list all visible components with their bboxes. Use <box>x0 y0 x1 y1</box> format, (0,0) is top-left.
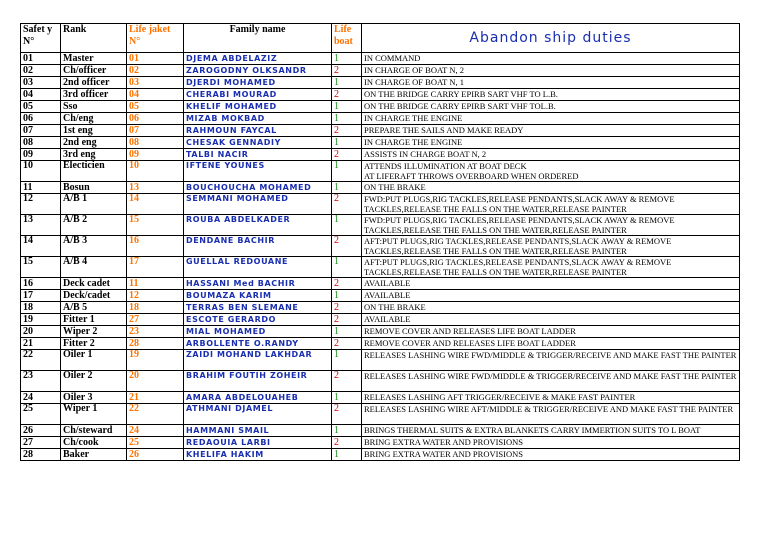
family-name-cell: BOUMAZA KARIM <box>184 290 332 302</box>
family-name-cell: ESCOTE GERARDO <box>184 314 332 326</box>
safety-number-cell: 21 <box>21 338 61 350</box>
page-title: Abandon ship duties <box>362 24 740 53</box>
family-name-cell: REDAOUIA LARBI <box>184 437 332 449</box>
life-boat-cell: 1 <box>332 77 362 89</box>
life-boat-cell: 1 <box>332 290 362 302</box>
life-jacket-cell: 17 <box>127 257 184 278</box>
table-row <box>21 371 740 392</box>
table-row <box>21 113 740 125</box>
life-boat-cell: 2 <box>332 194 362 215</box>
rank-cell: Ch/eng <box>61 113 127 125</box>
table-row <box>21 278 740 290</box>
rank-cell: A/B 2 <box>61 215 127 236</box>
table-row <box>21 326 740 338</box>
life-boat-cell: 2 <box>332 338 362 350</box>
safety-number-cell: 05 <box>21 101 61 113</box>
life-jacket-cell: 19 <box>127 350 184 371</box>
life-jacket-cell: 12 <box>127 290 184 302</box>
safety-number-cell: 25 <box>21 404 61 425</box>
life-jacket-cell: 16 <box>127 236 184 257</box>
life-jacket-cell: 05 <box>127 101 184 113</box>
table-row <box>21 149 740 161</box>
table-row <box>21 338 740 350</box>
life-boat-cell: 1 <box>332 257 362 278</box>
table-row <box>21 425 740 437</box>
table-row <box>21 350 740 371</box>
rank-cell: Oiler 2 <box>61 371 127 392</box>
rank-cell: A/B 1 <box>61 194 127 215</box>
duty-cell: ASSISTS IN CHARGE BOAT N, 2 <box>362 149 740 161</box>
life-jacket-cell: 24 <box>127 425 184 437</box>
life-jacket-cell: 18 <box>127 302 184 314</box>
safety-number-cell: 07 <box>21 125 61 137</box>
duty-cell: BRING EXTRA WATER AND PROVISIONS <box>362 449 740 461</box>
life-jacket-cell: 21 <box>127 392 184 404</box>
safety-number-cell: 04 <box>21 89 61 101</box>
rank-cell: Wiper 1 <box>61 404 127 425</box>
life-jacket-cell: 22 <box>127 404 184 425</box>
duty-cell: AVAILABLE <box>362 278 740 290</box>
rank-cell: Baker <box>61 449 127 461</box>
safety-number-cell: 19 <box>21 314 61 326</box>
duty-cell: REMOVE COVER AND RELEASES LIFE BOAT LADDER <box>362 326 740 338</box>
family-name-cell: DENDANE BACHIR <box>184 236 332 257</box>
safety-number-cell: 16 <box>21 278 61 290</box>
duty-cell: ON THE BRIDGE CARRY EPIRB SART VHF TO L.B. <box>362 89 740 101</box>
duty-cell: RELEASES LASHING WIRE AFT/MIDDLE & TRIGGER/RECEIVE AND MAKE FAST THE PAINTER <box>362 404 740 425</box>
rank-cell: 3rd officer <box>61 89 127 101</box>
table-row <box>21 125 740 137</box>
rank-cell: A/B 3 <box>61 236 127 257</box>
life-boat-cell: 1 <box>332 113 362 125</box>
life-jacket-cell: 13 <box>127 182 184 194</box>
table-body <box>21 53 740 461</box>
table-row <box>21 314 740 326</box>
header-life-boat: Life boat <box>332 24 362 53</box>
life-boat-cell: 2 <box>332 149 362 161</box>
rank-cell: Deck cadet <box>61 278 127 290</box>
safety-number-cell: 08 <box>21 137 61 149</box>
family-name-cell: MIAL MOHAMED <box>184 326 332 338</box>
duty-cell: ATTENDS ILLUMINATION AT BOAT DECK AT LIFERAFT THROWS OVERBOARD WHEN ORDERED <box>362 161 740 182</box>
family-name-cell: AMARA ABDELOUAHEB <box>184 392 332 404</box>
table-row <box>21 53 740 65</box>
life-boat-cell: 1 <box>332 53 362 65</box>
life-boat-cell: 1 <box>332 182 362 194</box>
abandon-ship-table <box>20 23 740 461</box>
table-row <box>21 392 740 404</box>
life-boat-cell: 2 <box>332 314 362 326</box>
family-name-cell: GUELLAL REDOUANE <box>184 257 332 278</box>
table-row <box>21 215 740 236</box>
safety-number-cell: 03 <box>21 77 61 89</box>
family-name-cell: DJEMA ABDELAZIZ <box>184 53 332 65</box>
rank-cell: Sso <box>61 101 127 113</box>
family-name-cell: ZAROGODNY OLKSANDR <box>184 65 332 77</box>
family-name-cell: HAMMANI SMAIL <box>184 425 332 437</box>
life-boat-cell: 2 <box>332 371 362 392</box>
family-name-cell: IFTENE YOUNES <box>184 161 332 182</box>
family-name-cell: KHELIF MOHAMED <box>184 101 332 113</box>
life-boat-cell: 1 <box>332 326 362 338</box>
table-row <box>21 404 740 425</box>
family-name-cell: ZAIDI MOHAND LAKHDAR <box>184 350 332 371</box>
duty-cell: BRING EXTRA WATER AND PROVISIONS <box>362 437 740 449</box>
header-rank: Rank <box>61 24 127 53</box>
family-name-cell: ARBOLLENTE O.RANDY <box>184 338 332 350</box>
duty-cell: IN CHARGE THE ENGINE <box>362 137 740 149</box>
life-jacket-cell: 09 <box>127 149 184 161</box>
rank-cell: 1st eng <box>61 125 127 137</box>
table-row <box>21 236 740 257</box>
table-row <box>21 101 740 113</box>
life-boat-cell: 2 <box>332 65 362 77</box>
table-row <box>21 302 740 314</box>
table-row <box>21 257 740 278</box>
duty-cell: RELEASES LASHING WIRE FWD/MIDDLE & TRIGGER/RECEIVE AND MAKE FAST THE PAINTER <box>362 350 740 371</box>
family-name-cell: BOUCHOUCHA MOHAMED <box>184 182 332 194</box>
life-boat-cell: 1 <box>332 392 362 404</box>
life-boat-cell: 2 <box>332 236 362 257</box>
family-name-cell: BRAHIM FOUTIH ZOHEIR <box>184 371 332 392</box>
duty-cell: AVAILABLE <box>362 314 740 326</box>
rank-cell: Ch/cook <box>61 437 127 449</box>
header-safety-no: Safet y N° <box>21 24 61 53</box>
muster-list-sheet <box>20 23 740 461</box>
life-boat-cell: 2 <box>332 302 362 314</box>
safety-number-cell: 11 <box>21 182 61 194</box>
rank-cell: Ch/officer <box>61 65 127 77</box>
rank-cell: Deck/cadet <box>61 290 127 302</box>
rank-cell: Wiper 2 <box>61 326 127 338</box>
life-jacket-cell: 03 <box>127 77 184 89</box>
life-boat-cell: 2 <box>332 404 362 425</box>
rank-cell: 3rd eng <box>61 149 127 161</box>
family-name-cell: HASSANI Med BACHIR <box>184 278 332 290</box>
rank-cell: A/B 5 <box>61 302 127 314</box>
family-name-cell: TALBI NACIR <box>184 149 332 161</box>
duty-cell: AVAILABLE <box>362 290 740 302</box>
life-boat-cell: 1 <box>332 449 362 461</box>
table-row <box>21 182 740 194</box>
family-name-cell: TERRAS BEN SLEMANE <box>184 302 332 314</box>
rank-cell: Oiler 1 <box>61 350 127 371</box>
table-row <box>21 77 740 89</box>
safety-number-cell: 27 <box>21 437 61 449</box>
life-boat-cell: 1 <box>332 425 362 437</box>
life-jacket-cell: 14 <box>127 194 184 215</box>
table-row <box>21 437 740 449</box>
rank-cell: Bosun <box>61 182 127 194</box>
rank-cell: Oiler 3 <box>61 392 127 404</box>
duty-cell: PREPARE THE SAILS AND MAKE READY <box>362 125 740 137</box>
safety-number-cell: 01 <box>21 53 61 65</box>
life-jacket-cell: 07 <box>127 125 184 137</box>
safety-number-cell: 14 <box>21 236 61 257</box>
life-boat-cell: 2 <box>332 125 362 137</box>
duty-cell: ON THE BRAKE <box>362 182 740 194</box>
safety-number-cell: 02 <box>21 65 61 77</box>
life-boat-cell: 2 <box>332 278 362 290</box>
rank-cell: Ch/steward <box>61 425 127 437</box>
duty-cell: REMOVE COVER AND RELEASES LIFE BOAT LADDER <box>362 338 740 350</box>
rank-cell: 2nd officer <box>61 77 127 89</box>
life-jacket-cell: 01 <box>127 53 184 65</box>
duty-cell: ON THE BRIDGE CARRY EPIRB SART VHF TOL.B. <box>362 101 740 113</box>
life-jacket-cell: 10 <box>127 161 184 182</box>
duty-cell: ON THE BRAKE <box>362 302 740 314</box>
life-jacket-cell: 04 <box>127 89 184 101</box>
life-boat-cell: 1 <box>332 215 362 236</box>
table-row <box>21 449 740 461</box>
safety-number-cell: 12 <box>21 194 61 215</box>
rank-cell: A/B 4 <box>61 257 127 278</box>
safety-number-cell: 23 <box>21 371 61 392</box>
duty-cell: IN CHARGE OF BOAT N, 2 <box>362 65 740 77</box>
life-jacket-cell: 20 <box>127 371 184 392</box>
rank-cell: Fitter 1 <box>61 314 127 326</box>
header-family-name: Family name <box>184 24 332 53</box>
rank-cell: Master <box>61 53 127 65</box>
life-jacket-cell: 27 <box>127 314 184 326</box>
family-name-cell: KHELIFA HAKIM <box>184 449 332 461</box>
header-life-jacket: Life jaket N° <box>127 24 184 53</box>
duty-cell: IN CHARGE OF BOAT N, 1 <box>362 77 740 89</box>
life-boat-cell: 1 <box>332 101 362 113</box>
duty-cell: AFT:PUT PLUGS,RIG TACKLES,RELEASE PENDANTS,SLACK AWAY & REMOVE TACKLES,RELEASE THE FALLS ON THE WATER,RELEASE PAINTER <box>362 236 740 257</box>
table-row <box>21 137 740 149</box>
family-name-cell: DJERDI MOHAMED <box>184 77 332 89</box>
duty-cell: FWD:PUT PLUGS,RIG TACKLES,RELEASE PENDANTS,SLACK AWAY & REMOVE TACKLES,RELEASE THE FALLS ON THE WATER,RELEASE PAINTER <box>362 215 740 236</box>
rank-cell: 2nd eng <box>61 137 127 149</box>
life-jacket-cell: 11 <box>127 278 184 290</box>
life-jacket-cell: 28 <box>127 338 184 350</box>
duty-cell: AFT:PUT PLUGS,RIG TACKLES,RELEASE PENDANTS,SLACK AWAY & REMOVE TACKLES,RELEASE THE FALLS ON THE WATER,RELEASE PAINTER <box>362 257 740 278</box>
safety-number-cell: 10 <box>21 161 61 182</box>
table-row <box>21 89 740 101</box>
safety-number-cell: 13 <box>21 215 61 236</box>
life-jacket-cell: 15 <box>127 215 184 236</box>
table-row <box>21 194 740 215</box>
family-name-cell: MIZAB MOKBAD <box>184 113 332 125</box>
safety-number-cell: 06 <box>21 113 61 125</box>
safety-number-cell: 26 <box>21 425 61 437</box>
safety-number-cell: 15 <box>21 257 61 278</box>
life-boat-cell: 2 <box>332 89 362 101</box>
table-row <box>21 290 740 302</box>
duty-cell: RELEASES LASHING WIRE FWD/MIDDLE & TRIGGER/RECEIVE AND MAKE FAST THE PAINTER <box>362 371 740 392</box>
life-jacket-cell: 23 <box>127 326 184 338</box>
duty-cell: IN CHARGE THE ENGINE <box>362 113 740 125</box>
duty-cell: FWD:PUT PLUGS,RIG TACKLES,RELEASE PENDANTS,SLACK AWAY & REMOVE TACKLES,RELEASE THE FALLS ON THE WATER,RELEASE PAINTER <box>362 194 740 215</box>
table-row <box>21 161 740 182</box>
rank-cell: Fitter 2 <box>61 338 127 350</box>
family-name-cell: ATHMANI DJAMEL <box>184 404 332 425</box>
safety-number-cell: 18 <box>21 302 61 314</box>
life-boat-cell: 2 <box>332 437 362 449</box>
duty-cell: IN COMMAND <box>362 53 740 65</box>
life-boat-cell: 1 <box>332 137 362 149</box>
safety-number-cell: 09 <box>21 149 61 161</box>
family-name-cell: RAHMOUN FAYCAL <box>184 125 332 137</box>
rank-cell: Electicien <box>61 161 127 182</box>
duty-cell: RELEASES LASHING AFT TRIGGER/RECEIVE & MAKE FAST PAINTER <box>362 392 740 404</box>
safety-number-cell: 22 <box>21 350 61 371</box>
safety-number-cell: 20 <box>21 326 61 338</box>
life-boat-cell: 1 <box>332 161 362 182</box>
life-jacket-cell: 08 <box>127 137 184 149</box>
safety-number-cell: 28 <box>21 449 61 461</box>
safety-number-cell: 17 <box>21 290 61 302</box>
header-row <box>21 24 740 53</box>
life-jacket-cell: 06 <box>127 113 184 125</box>
life-jacket-cell: 26 <box>127 449 184 461</box>
life-boat-cell: 1 <box>332 350 362 371</box>
table-row <box>21 65 740 77</box>
life-jacket-cell: 25 <box>127 437 184 449</box>
duty-cell: BRINGS THERMAL SUITS & EXTRA BLANKETS CARRY IMMERTION SUITS TO L BOAT <box>362 425 740 437</box>
family-name-cell: CHERABI MOURAD <box>184 89 332 101</box>
family-name-cell: ROUBA ABDELKADER <box>184 215 332 236</box>
safety-number-cell: 24 <box>21 392 61 404</box>
life-jacket-cell: 02 <box>127 65 184 77</box>
family-name-cell: CHESAK GENNADIY <box>184 137 332 149</box>
family-name-cell: SEMMANI MOHAMED <box>184 194 332 215</box>
